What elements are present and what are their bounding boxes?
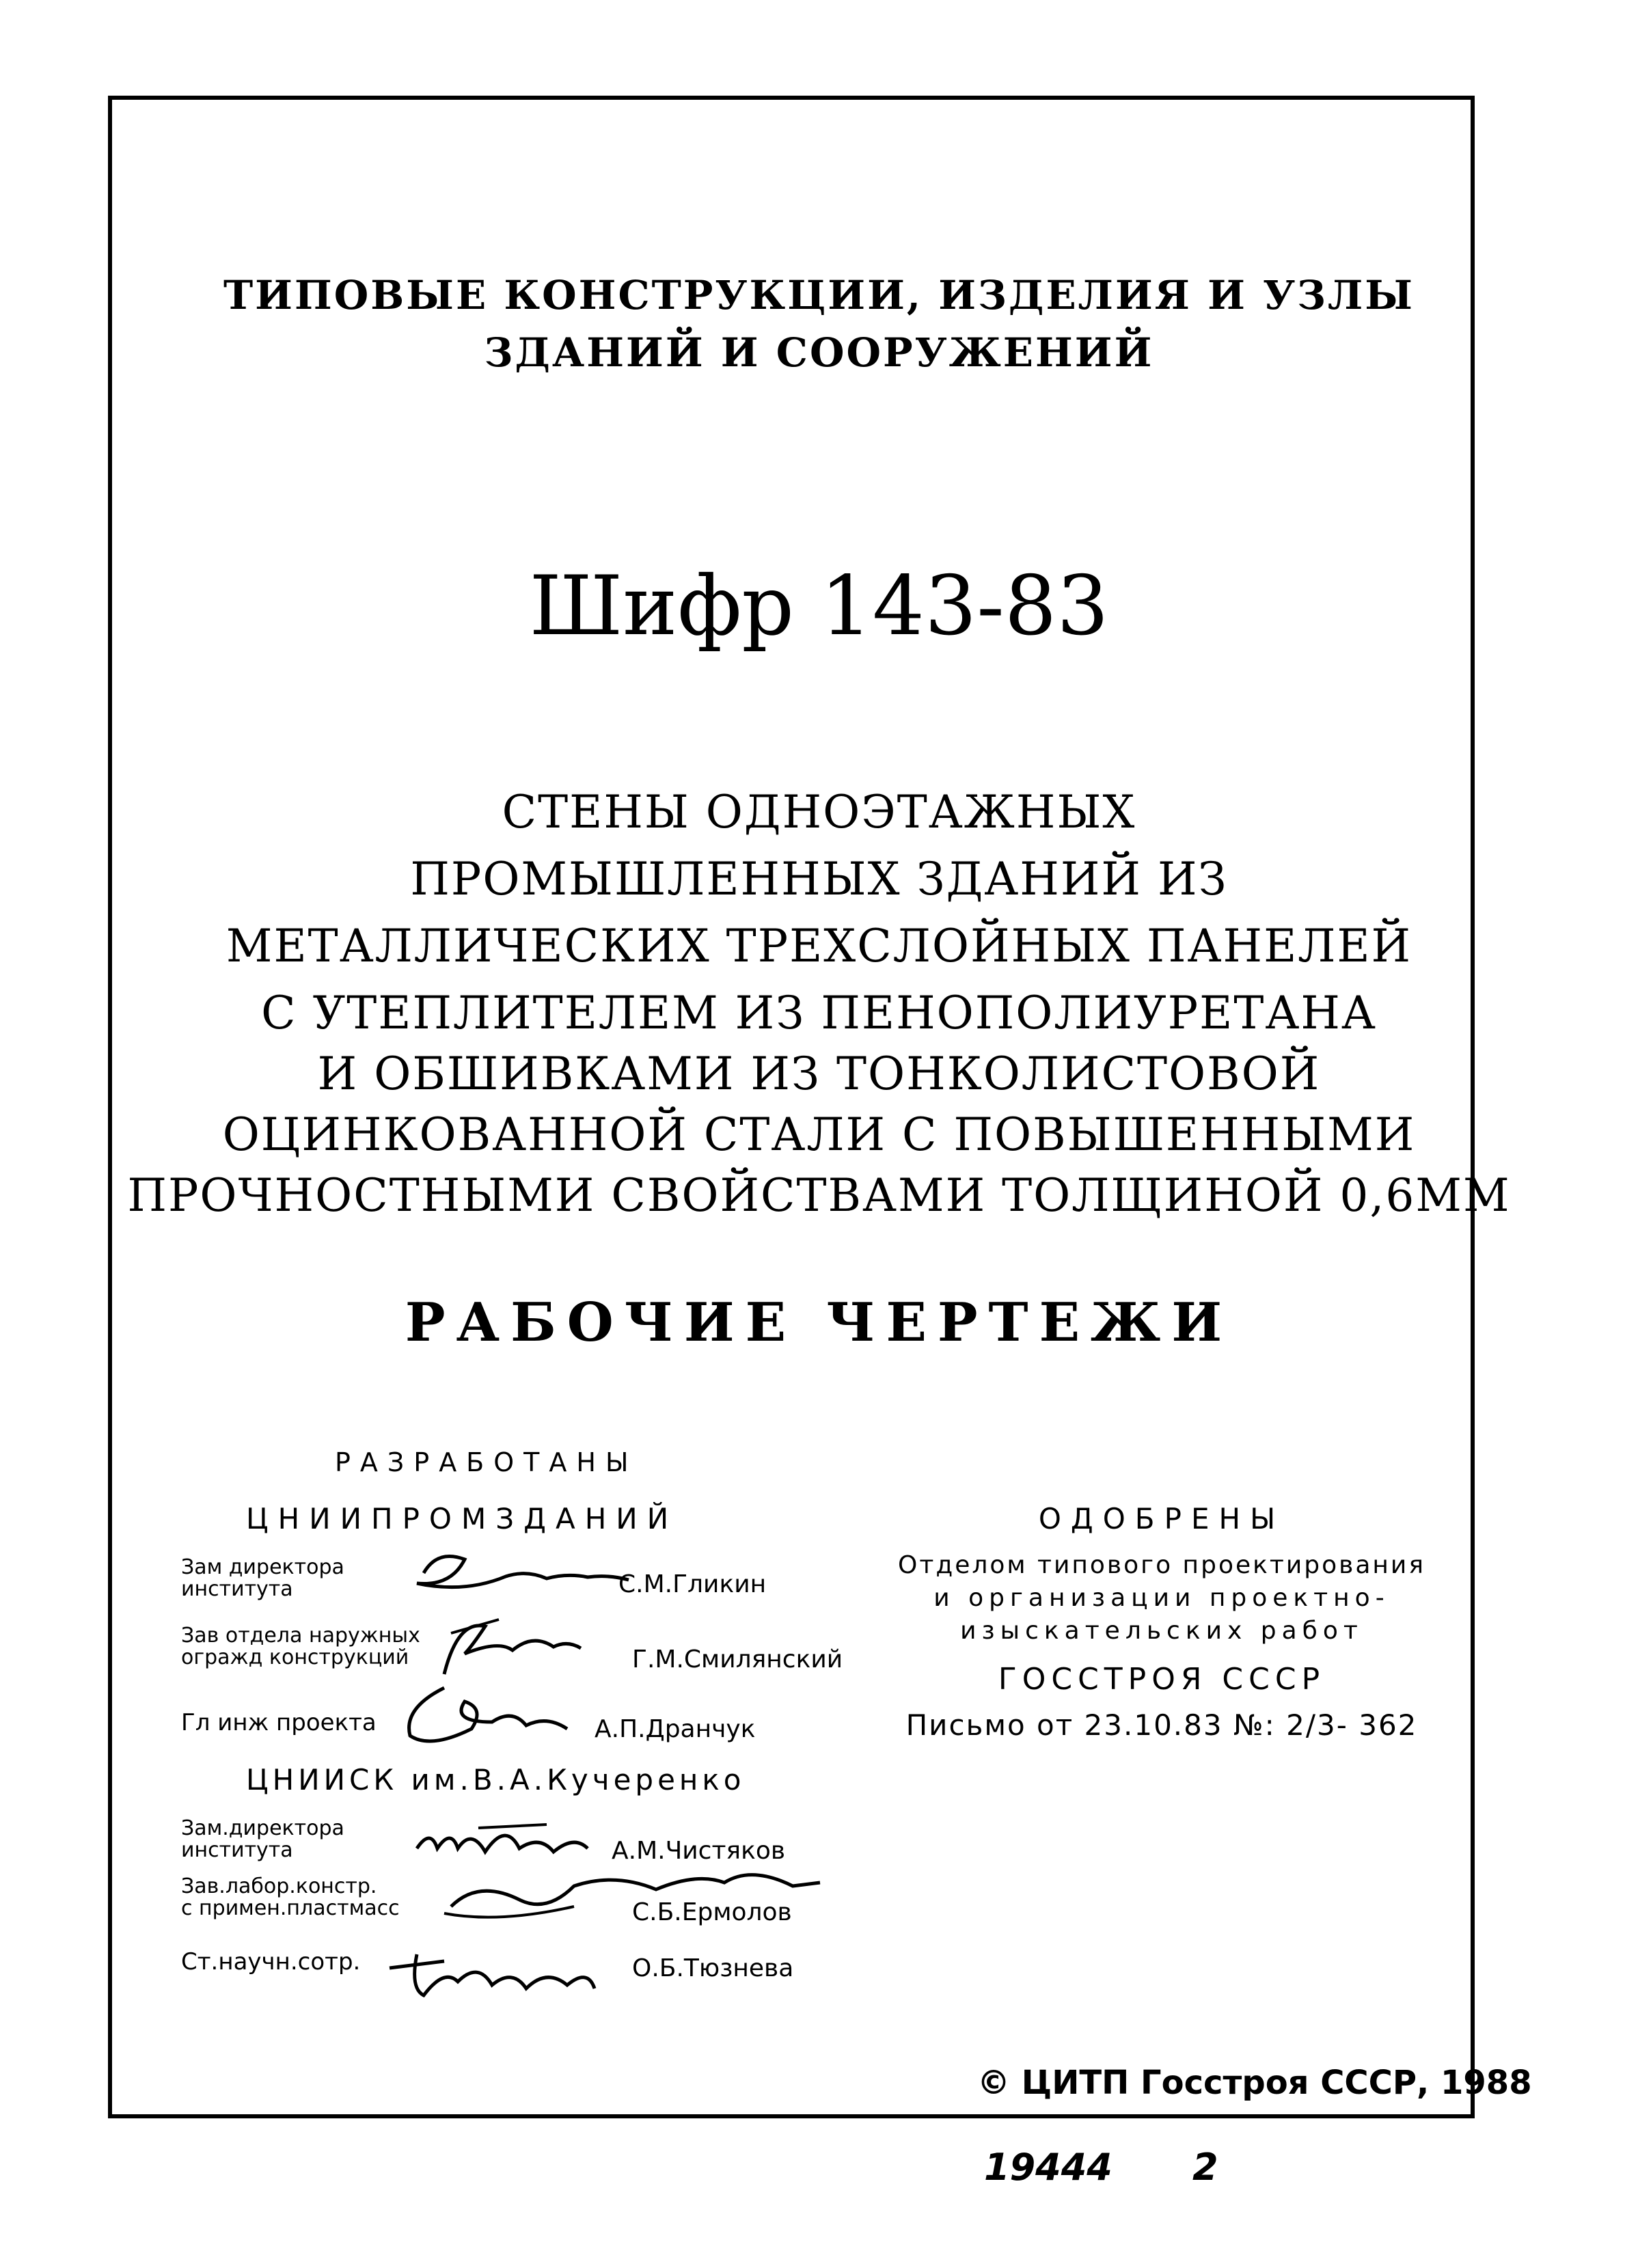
person5-name: С.Б.Ермолов — [632, 1898, 792, 1926]
page-number: 2 — [1192, 2146, 1218, 2189]
signature-dranchuk — [390, 1681, 608, 1756]
series-title-line2: ЗДАНИЙ И СООРУЖЕНИЙ — [484, 329, 1154, 376]
person2-name: Г.М.Смилянский — [632, 1645, 843, 1673]
approval-letter: Письмо от 23.10.83 №: 2/3- 362 — [905, 1708, 1418, 1742]
person1-role-line2: института — [181, 1577, 293, 1601]
signature-tyuzneva — [383, 1927, 601, 2009]
title-line-4: С УТЕПЛИТЕЛЕМ ИЗ ПЕНОПОЛИУРЕТАНА — [261, 987, 1377, 1039]
person6-name: О.Б.Тюзнева — [632, 1954, 794, 1982]
developed-org2: ЦНИИСК им.В.А.Кучеренко — [246, 1763, 746, 1796]
person3-role: Гл инж проекта — [181, 1709, 377, 1736]
approved-org: ГОССТРОЯ СССР — [998, 1662, 1326, 1697]
working-drawings-title: РАБОЧИЕ ЧЕРТЕЖИ — [405, 1292, 1233, 1354]
approved-line2: и организации проектно- — [933, 1584, 1390, 1612]
inventory-number: 19444 — [984, 2146, 1113, 2189]
person5-role — [181, 1876, 400, 1919]
copyright: © ЦИТП Госстроя СССР, 1988 — [977, 2064, 1532, 2102]
title-line-5: И ОБШИВКАМИ ИЗ ТОНКОЛИСТОВОЙ — [317, 1048, 1321, 1100]
approved-line1: Отделом типового проектирования — [898, 1551, 1425, 1579]
title-line-2: ПРОМЫШЛЕННЫХ ЗДАНИЙ ИЗ — [410, 853, 1228, 905]
approved-line3: изыскательских работ — [960, 1617, 1363, 1645]
title-line-3: МЕТАЛЛИЧЕСКИХ ТРЕХСЛОЙНЫХ ПАНЕЛЕЙ — [226, 920, 1412, 972]
developed-heading: РАЗРАБОТАНЫ — [335, 1447, 638, 1477]
title-line-7: ПРОЧНОСТНЫМИ СВОЙСТВАМИ ТОЛЩИНОЙ 0,6ММ — [127, 1169, 1511, 1222]
signature-glikin — [410, 1546, 636, 1600]
person3-name: А.П.Дранчук — [595, 1715, 756, 1743]
person1-name: С.М.Гликин — [618, 1570, 767, 1598]
person6-role: Ст.научн.сотр. — [181, 1948, 361, 1976]
title-line-6: ОЦИНКОВАННОЙ СТАЛИ С ПОВЫШЕННЫМИ — [222, 1108, 1416, 1161]
person5-role-line1: Зав.лабор.констр. — [181, 1874, 377, 1898]
person4-role-line1: Зам.директора — [181, 1816, 344, 1840]
approved-heading: ОДОБРЕНЫ — [1038, 1502, 1285, 1535]
developed-org1: ЦНИИПРОМЗДАНИЙ — [246, 1502, 679, 1535]
series-title-line1: ТИПОВЫЕ КОНСТРУКЦИИ, ИЗДЕЛИЯ И УЗЛЫ — [223, 272, 1415, 318]
person5-role-line2: с примен.пластмасс — [181, 1896, 400, 1920]
person2-role-line1: Зав отдела наружных — [181, 1624, 420, 1648]
person4-role — [181, 1818, 344, 1861]
person2-role-line2: огражд конструкций — [181, 1645, 409, 1669]
signature-smilyansky — [424, 1613, 642, 1681]
person4-name: А.М.Чистяков — [612, 1837, 786, 1865]
person4-role-line2: института — [181, 1838, 293, 1862]
person1-role — [181, 1557, 344, 1600]
person2-role — [181, 1625, 420, 1669]
cipher-title: Шифр 143-83 — [529, 559, 1109, 654]
page-frame — [108, 96, 1475, 2118]
title-line-1: СТЕНЫ ОДНОЭТАЖНЫХ — [502, 786, 1136, 838]
person1-role-line1: Зам директора — [181, 1555, 344, 1579]
